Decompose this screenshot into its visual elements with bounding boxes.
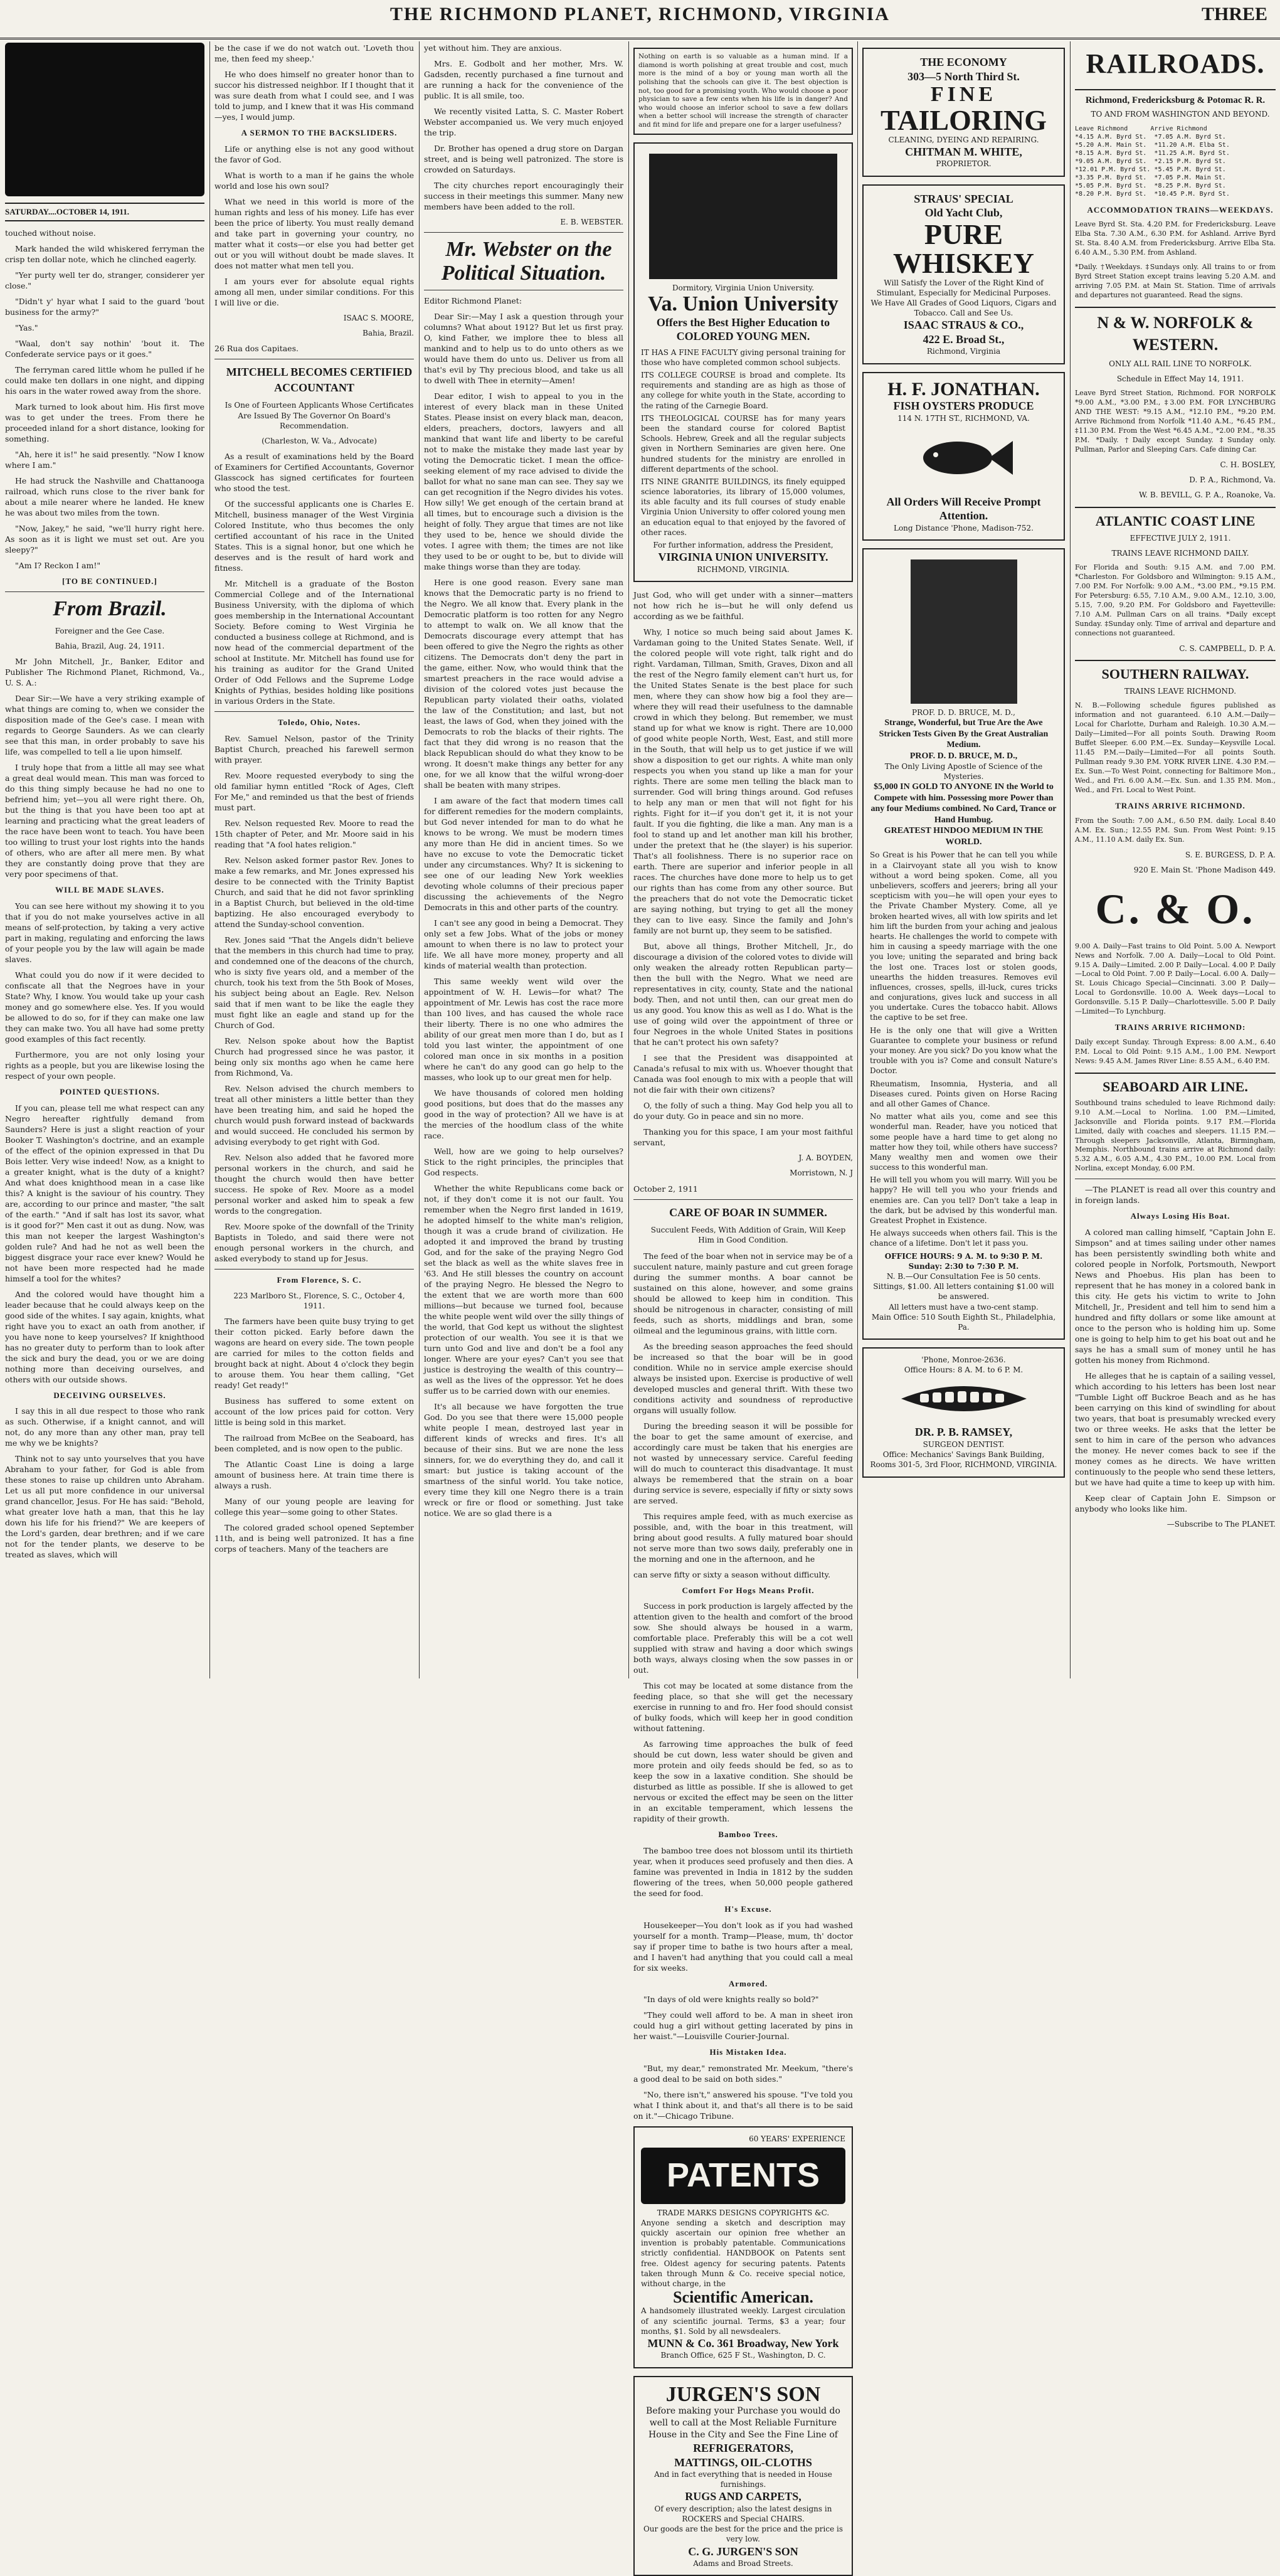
paragraph: Think not to say unto yourselves that you have Abraham to your father, for God is able from these stones to raise up children unto Abraham. Let us all put more confidence in our universal grand chancellor, Jesus. For He has said: "Behold, what greater love hath a man, that this he lay down his life for his friend?" We are keepers of the Lord's garden, dear brethren; and if we care not for the tender plants, we deserve to be treated as slaves, which will bbox=[5, 1454, 204, 1560]
vuu-point: ITS THEOLOGICAL COURSE has for many years been the standard course for colored Baptist Schools. Hebrew, Greek and all the regular subjects given in Northern Seminaries are given here. One hundred students for the ministry are enrolled in different departments of the school. bbox=[641, 413, 845, 474]
sr-arrive-body: From the South: 7.00 A.M., 6.50 P.M. daily. Local 8.40 A.M. Ex. Sun.; 12.55 P.M. Sun. From West Point: 9.15 A.M., 11.10 A.M. daily Ex. Sun. bbox=[1075, 816, 1276, 844]
signature: ISAAC S. MOORE, bbox=[343, 313, 414, 322]
section-heading: From Florence, S. C. bbox=[277, 1275, 362, 1285]
vuu-point: ITS COLLEGE COURSE is broad and complete. Its requirements and standing are as high as those of any college for white youth in the State, according to the rating of the Carnegie Board. bbox=[641, 371, 845, 410]
patents-body: Anyone sending a sketch and description may quickly ascertain our opinion free whether an invention is probably patentable. Communications strictly confidential. HANDBOOK on Patents sent free. Oldest agency for securing patents. Patents taken through Munn & Co. receive special notice, without charge, in the bbox=[641, 2218, 845, 2288]
ramsey-phone: 'Phone, Monroe-2636. bbox=[921, 1355, 1006, 1365]
paragraph: The colored graded school opened September 11th, and is being well patronized. It has a fine corps of teachers. Many of the teachers are bbox=[214, 1523, 414, 1554]
vuu-point: ITS NINE GRANITE BUILDINGS, its finely equipped science laboratories, its library of 15,000 volumes, its able faculty and its full courses of study enable Virginia Union University to offer colored young men an education equal to that enjoyed by the favored of other races. bbox=[641, 477, 845, 537]
co-body: 9.00 A. Daily—Fast trains to Old Point. 5.00 A. Newport News and Norfolk. 7.00 A. Daily—Local to Old Point. 9.15 A. Daily—Limited. 2.00 P. Daily—Local. 4.00 P. Daily—Local to Old Point. 7.00 P. Daily—Local. 6.00 A. Daily—St. Louis Chicago Special—Cincinnati. 3.00 P. Daily—Local to Gordonsville. 10.00 A. Week days—Local to Gordonsville. 5.15 P. Daily—Charlottesville. 5.00 P. Daily—Limited—To Lynchburg. bbox=[1075, 941, 1276, 1016]
paragraph: The ferryman cared little whom he pulled if he could make ten dollars in one night, and dipping his oars in the water rowed away from the shore. bbox=[5, 364, 204, 396]
patents-banner bbox=[641, 2148, 845, 2203]
jonathan-sub: FISH OYSTERS PRODUCE bbox=[893, 400, 1034, 412]
headline-mitchell: MITCHELL BECOMES CERTIFIED ACCOUNTANT bbox=[226, 366, 413, 394]
acl-sub: TRAINS LEAVE RICHMOND DAILY. bbox=[1111, 549, 1249, 558]
section-heading: DECEIVING OURSELVES. bbox=[53, 1390, 166, 1400]
paragraph: A colored man calling himself, "Captain John E. Simpson" and at times sailing under other names has been persistently swindling both white and colored people in Norfolk, Portsmouth, Newport News and Phoebus. His plan has been to represent that he has money in a colored bank in this city. He gets his victim to write to John Mitchell, Jr., President and tell him to send him a hundred and fifty dollars or some like amount at once to the person who is holding him up. Some one is going to help him to get his boat out and he says he has a small sum of money until he has gotten his money from Richmond. bbox=[1075, 1227, 1276, 1365]
paragraph: What we need in this world is more of the human rights and less of his money. Life has ever been the price of liberty. You must really demand and take part in governing your country, no matter what it costs—or else you had better get out or you will without doubt be made slaves. It does not matter what men tell you. bbox=[214, 196, 414, 270]
sr-sub: TRAINS LEAVE RICHMOND. bbox=[1124, 687, 1237, 696]
paragraph: The farmers have been quite busy trying to get their cotton picked. Early before dawn the wagons are heard on every side. The town people are carried for miles to the cotton fields and brought back at night. About 4 o'clock they begin to arouse them. You hear them calling, "Get ready! Get ready!" bbox=[214, 1317, 414, 1391]
paragraph: You can see here without my showing it to you that if you do not make yourselves active in all means of self-protection, by taking a very active part in making, regulating and enforcing the laws of your people you by the law will again be made slaves. bbox=[5, 901, 204, 965]
paragraph: We recently visited Latta, S. C. Master Robert Webster accompanied us. We very much enjoyed the trip. bbox=[424, 107, 623, 137]
story-continuation bbox=[5, 228, 204, 571]
straus-name: ISAAC STRAUS & CO., bbox=[903, 319, 1024, 332]
column-3 bbox=[424, 43, 623, 1673]
divider bbox=[5, 591, 204, 592]
paragraph: As farrowing time approaches the bulk of feed should be cut down, less water should be given and more protein and oily feeds should be fed, so as to keep the sow in a laxative condition. She should be disturbed as little as possible. If she is allowed to get nervous or excited the effect may be seen on the litter in an excitable temperament, which lessens the rapidity of their growth. bbox=[633, 1739, 853, 1824]
vuu-point: IT HAS A FINE FACULTY giving personal training for those who have completed common school subjects. bbox=[641, 347, 845, 367]
signature-place: Bahia, Brazil. bbox=[362, 328, 414, 337]
paragraph: We have thousands of colored men holding good positions, but does that do the masses any good in the way of protection? All we have is at the mercies of the hoodlum class of the white race. bbox=[424, 1088, 623, 1141]
jonathan-phone: Long Distance 'Phone, Madison-752. bbox=[893, 523, 1034, 533]
jurgens-title: JURGEN'S SON bbox=[665, 2382, 821, 2406]
paragraph: Mrs. E. Godbolt and her mother, Mrs. W. Gadsden, recently purchased a fine turnout and are running a hack for the convenience of the public. It is all smile, too. bbox=[424, 59, 623, 100]
jurgens-body: Before making your Purchase you would do well to call at the Most Reliable Furniture House in the City and See the Fine Line of bbox=[646, 2406, 840, 2441]
paragraph: Keep clear of Captain John E. Simpson or anybody who looks like him. bbox=[1075, 1493, 1276, 1513]
co-arrive-head: TRAINS ARRIVE RICHMOND: bbox=[1114, 1022, 1246, 1032]
section-heading: H's Excuse. bbox=[724, 1904, 772, 1914]
paragraph: Life or anything else is not any good without the favor of God. bbox=[214, 144, 414, 164]
paragraph: Just God, who will get under with a sinner—matters not how rich he is—but he will only defend us according as we be faithful. bbox=[633, 590, 853, 621]
subheadline: Succulent Feeds, With Addition of Grain, Will Keep Him in Good Condition. bbox=[650, 1225, 846, 1245]
patents-advertisement bbox=[633, 2126, 853, 2368]
paragraph: Dear editor, I wish to appeal to you in the interest of every black man in these United States. Please insist on every black man, deacon, elders, preachers, doctors, lawyers and all mankind that want life and liberty to be careful not to make the mistake they made last year by voting the Democratic ticket. I mean the office-seeking element of my race advised to divide the ballot for what no sane man can see. They say we can get recognition if the Negro divides his votes. How silly! We get enough of the certain brand at all times, but to encourage such a division is the height of folly. They argue that times are not like they used to be, hence we should divide the votes. I agree with them; the times are not like they used to be or ought to be, but to divide will make things worse than they are today. bbox=[424, 391, 623, 572]
letter-address: Mr John Mitchell, Jr., Banker, Editor and Publisher The Richmond Planet, Richmond, Va., U. S. A.: bbox=[5, 657, 204, 688]
paragraph: This same weekly went wild over the appointment of W. H. Lewis—for what? The appointment of Mr. Lewis has cost the race more than 100 lives, and has caused the whole race their liberty. There is no one who admires the ability of our great men more than I do, but as I told you last winter, the appointment of one colored man once in six months in a position where he can't do any good can go help to the masses, who look up to our great men for help. bbox=[424, 977, 623, 1083]
paragraph: He had struck the Nashville and Chattanooga railroad, which runs close to the river bank for about a mile nearer where he landed. He knew he was about two miles from the town. bbox=[5, 475, 204, 517]
damaged-ink-blot bbox=[5, 43, 204, 196]
patents-word: PATENTS bbox=[666, 2156, 820, 2195]
source-note: (Charleston, W. Va., Advocate) bbox=[262, 437, 377, 446]
straus-sub: Old Yacht Club, bbox=[924, 206, 1003, 220]
paragraph: During the breeding season it will be possible for the boar to get the same amount of exercise, and accordingly care must be taken that his energies are not wasted by unnecessary service. Careful feeding will do much to counteract this disadvantage. It must always be remembered that the strain on a boar during service is severe, especially if fifty or sixty sows are served. bbox=[633, 1421, 853, 1505]
paragraph: Thanking you for this space, I am your most faithful servant, bbox=[633, 1126, 853, 1147]
newspaper-title: THE RICHMOND PLANET, RICHMOND, VIRGINIA bbox=[390, 4, 890, 24]
paragraph: The railroad from McBee on the Seaboard, has been completed, and is now open to the public. bbox=[214, 1433, 414, 1454]
subheadline: Is One of Fourteen Applicants Whose Certificates Are Issued By The Governor On Board's Recommendation. bbox=[225, 401, 414, 430]
nw-sign: W. B. BEVILL, G. P. A., Roanoke, Va. bbox=[1139, 490, 1276, 500]
jurgens-name: C. G. JURGEN'S SON bbox=[688, 2545, 798, 2558]
nw-body: Leave Byrd Street Station, Richmond. FOR NORFOLK *9.00 A.M., *3.00 P.M., ‡3.00 P.M. FOR LYNCHBURG AND THE WEST: *9.15 A.M., *12.10 P.M., *9.20 P.M. Arrive Richmond from Norfolk *11.40 A.M., *6.45 P.M., ‡11.30 P.M. From the West *6.45 A.M., *2.00 P.M., *8.35 P.M. *Daily. †Daily except Sunday. ‡Sunday only. Pullman, Parlor and Sleeping Cars. Cafe dining Car. bbox=[1075, 389, 1276, 453]
economy-role: PROPRIETOR. bbox=[936, 159, 992, 169]
nw-head: N & W. NORFOLK & WESTERN. bbox=[1075, 307, 1276, 356]
paragraph: As the breeding season approaches the feed should be increased so that the boar will be in good condition. While no in service ample exercise should always be insisted upon. Exercise is productive of well developed muscles and general thrift. With these two conditions activity and soundness of reproductive organs will usually follow. bbox=[633, 1341, 853, 1415]
ramsey-hours: Office Hours: 8 A. M. to 6 P. M. bbox=[904, 1365, 1023, 1375]
column-rule bbox=[628, 41, 629, 1678]
bruce-fee: N. B.—Our Consultation Fee is 50 cents. Sittings, $1.00. All letters containing $1.00 will be answered. bbox=[873, 1271, 1054, 1301]
branch-office: Branch Office, 625 F St., Washington, D. C. bbox=[660, 2351, 826, 2360]
column-rule bbox=[1070, 41, 1071, 1678]
vuu-advertisement bbox=[633, 142, 853, 582]
rfp-note: *Daily. †Weekdays. ‡Sundays only. All trains to or from Byrd Street Station except trains leaving 5.20 A.M. and arriving 7.05 P.M. at Main St. Station. Time of arrivals and departures not guaranteed. Read the signs. bbox=[1075, 263, 1276, 299]
jonathan-orders: All Orders Will Receive Prompt Attention. bbox=[886, 495, 1041, 522]
bruce-office: Main Office: 510 South Eighth St., Philadelphia, Pa. bbox=[871, 1312, 1056, 1332]
bruce-medium-ad bbox=[862, 548, 1065, 1340]
paragraph: I say this in all due respect to those who rank as such. Otherwise, if a knight cannot, and will not, do any more than any other man, pray tell me why we be knights? bbox=[5, 1406, 204, 1448]
headline-boar: CARE OF BOAR IN SUMMER. bbox=[669, 1206, 827, 1219]
paragraph: This requires ample feed, with as much exercise as possible, and, with the boar in this treatment, will bring about good results. A fully matured boar should not serve more than two sows daily, preferably one in the morning and one in the afternoon, and he bbox=[633, 1511, 853, 1564]
paragraph: "Am I? Reckon I am!" bbox=[15, 560, 101, 570]
economy-services: CLEANING, DYEING AND REPAIRING. bbox=[888, 135, 1039, 144]
paragraph: And the colored would have thought him a leader because that he could always keep on the good side of the whites. I say again, knights, what right have you to exact an oath from another, if you have none to keep yourselves? If knighthood has no greater duty to perform than to look after the sick and bury the dead, you or we are doing nothing more than deceiving ourselves, and others with our outside shows. bbox=[5, 1289, 204, 1384]
paragraph: "No, there isn't," answered his spouse. "I've told you what I think about it, and that's all there is to be said on it."—Chicago Tribune. bbox=[633, 2089, 853, 2121]
economy-tailoring-ad bbox=[862, 48, 1065, 177]
jonathan-fish-ad bbox=[862, 372, 1065, 541]
paragraph: Rev. Nelson advised the church members to treat all other ministers a little better than they have been treating him, and said he hoped the church would push forward instead of backwards and would succeed. He concluded his sermon by advising everybody to get right with God. bbox=[214, 1084, 414, 1147]
paragraph: The Atlantic Coast Line is doing a large amount of business here. At train time there is always a rush. bbox=[214, 1460, 414, 1491]
economy-address: 303—5 North Third St. bbox=[907, 70, 1020, 83]
issue-date: SATURDAY....OCTOBER 14, 1911. bbox=[5, 203, 204, 221]
scientific-american: Scientific American. bbox=[673, 2288, 813, 2307]
paragraph: Of the successful applicants one is Charles E. Mitchell, business manager of the West Virginia Colored Institute, who thus becomes the only certified accountant of his race in the United States. This is a signal honor, but one which he deserves and is the result of hard work and fitness. bbox=[214, 499, 414, 573]
fish-icon bbox=[914, 430, 1014, 486]
paragraph: I am aware of the fact that modern times call for different remedies for the modern complaints, but God never intended for man to do what he knows to be wrong. We must be modern times any more than He did in ancient times. So we have no excuse to vote the Democratic ticket under any circumstances. Why? It is sickening to see one of our leading New York weeklies devoting whole columns of their precious paper discussing the achievements of the Negro Democrats in this and other parts of the country. bbox=[424, 796, 623, 913]
notice-text: Nothing on earth is so valuable as a human mind. If a diamond is worth polishing at great trouble and cost, much more is the mind of a boy or young man worth all the polishing that the schools can give it. The best objection is not, too good for a promising youth. Who would choose a poor physician to save a few cents when his life is in danger? And who would choose an inferior school to save a few dollars when a better school will increase the strength of character and fit mind for life and prepare one for a larger usefulness? bbox=[638, 53, 848, 129]
paragraph: "Now, Jakey," he said, "we'll hurry right here. As soon as it is light we must set out. Are you sleepy?" bbox=[5, 523, 204, 554]
nw-schedule: Schedule in Effect May 14, 1911. bbox=[1116, 374, 1244, 383]
sr-body: N. B.—Following schedule figures published as information and not guaranteed. 6.10 A.M.—Daily—Local for Charlotte, Durham and Raleigh. 10.30 A.M.—Daily—Limited—For all points South. Drawing Room Buffet Sleeper. 6.00 P.M.—Ex. Sunday—Keysville Local. 11.45 P.M.—Daily—Limited—For all points South. Pullman ready 9.30 P.M. YORK RIVER LINE. 4.30 P.M.—Ex. Sun.—To West Point, connecting for Baltimore Mon., Wed., and Fri. 6.00 A.M.—Ex. Sun. and 1.35 P.M. Mon., Wed., and Fri. Local to West Point. bbox=[1075, 701, 1276, 795]
paragraph: It's all because we have forgotten the true God. Do you see that there were 15,000 people white people I mean, destroyed last year in different kinds of wrecks and fires. It's all because of their sins. But we are none the less sinners, for, we do everything they do, and call it smart: but justice is taking account of the smartness of the sinful world. You take notice, every time they kill one Negro there is a train wreck or fire or flood or something. Just take notice. We are so glad there is a bbox=[424, 1402, 623, 1519]
bruce-headline: Strange, Wonderful, but True Are the Awe Stricken Tests Given By the Great Australian Medium. bbox=[879, 718, 1049, 750]
bruce-offer: $5,000 IN GOLD TO ANYONE IN the World to Compete with him. Possessing more Power than any four Mediums combined. No Card, Trance or Hand Humbug. bbox=[870, 782, 1057, 825]
paragraph: Rev. Samuel Nelson, pastor of the Trinity Baptist Church, preached his farewell sermon with prayer. bbox=[214, 734, 414, 765]
column-2 bbox=[214, 43, 414, 1673]
acl-schedule: EFFECTIVE JULY 2, 1911. bbox=[1129, 533, 1231, 543]
jurgens-advertisement bbox=[633, 2376, 853, 2576]
paragraph: Well, how are we going to help ourselves? Stick to the right principles, the principles that God respects. bbox=[424, 1147, 623, 1178]
subscribe-note: —Subscribe to The PLANET. bbox=[1166, 1519, 1276, 1529]
nw-sub: ONLY ALL RAIL LINE TO NORFOLK. bbox=[1109, 359, 1252, 368]
paragraph: Many of our young people are leaving for college this year—some going to other States. bbox=[214, 1497, 414, 1517]
paragraph: I can't see any good in being a Democrat. They only set a few Jobs. What of the jobs or money amount to when there is no law to protect your life. We all have more money, property and all kinds of material wealth than protection. bbox=[424, 918, 623, 971]
paragraph: Here is one good reason. Every sane man knows that the Democratic party is no friend to the Negro. We all know that. Every plank in the Democratic platform is too rotten for any Negro to attempt to walk on. We all know that the Democrats discourage every attempt that has been offered to give the Negro the rights as other citizens. The Democrats don't deny the part in the game, either. Now, who would think that the smartest preachers in the race would advise a division of the colored votes just because the Republican party violated their oaths, violated the law of the Constitution; and last, but not least, the laws of God, when they joined with the Democrats to rob the blacks of their rights. The fact that they did wrong is no reason that the black Republican should do what they know to be wrong. It doesn't make things any better for any one, for we all know that the wilful wrong-doer shall be beaten with many stripes. bbox=[424, 578, 623, 790]
jurgens-address: Adams and Broad Streets. bbox=[693, 2559, 793, 2568]
rfp-sub: TO AND FROM WASHINGTON AND BEYOND. bbox=[1091, 110, 1270, 119]
column-6 bbox=[1075, 43, 1276, 1673]
paragraph: Rev. Nelson also added that he favored more personal workers in the church, and said he thought the church would then have better success. He spoke of Rev. Moore as a model personal worker and asked him to speak a few words to the congregation. bbox=[214, 1153, 414, 1216]
section-heading: POINTED QUESTIONS. bbox=[60, 1087, 160, 1097]
sr-sign: S. E. BURGESS, D. P. A. bbox=[1185, 850, 1276, 859]
paragraph: Rev. Nelson requested Rev. Moore to read the 15th chapter of Peter, and Mr. Moore said in his reading that "A fool hates religion." bbox=[214, 819, 414, 850]
column-rule bbox=[857, 41, 858, 1678]
paragraph: Rev. Nelson spoke about how the Baptist Church had progressed since he was pastor, it being only six months ago when he came here from Richmond, Va. bbox=[214, 1036, 414, 1078]
paragraph: touched without noise. bbox=[5, 228, 96, 238]
paragraph: "In days of old were knights really so bold?" bbox=[643, 1995, 819, 2005]
dateline: Bahia, Brazil, Aug. 24, 1911. bbox=[55, 642, 165, 651]
paragraph: Rev. Moore spoke of the downfall of the Trinity Baptists in Toledo, and said there were not enough personal workers in the church, and asked everybody to stand up for Jesus. bbox=[214, 1222, 414, 1264]
paragraph: Furthermore, you are not only losing your rights as a people, but you are likewise losing the respect of your own people. bbox=[5, 1050, 204, 1081]
patents-body: A handsomely illustrated weekly. Largest circulation of any scientific journal. Terms, $3 a year; four months, $1. Sold by all newsdealers. bbox=[641, 2306, 845, 2336]
paragraph: Dr. Brother has opened a drug store on Dargan street, and is being well patronized. The store is crowded on Saturdays. bbox=[424, 144, 623, 174]
bruce-paragraph: He always succeeds when others fail. This is the chance of a lifetime. Don't let it pass you. bbox=[870, 1229, 1057, 1248]
vuu-point: For further information, address the President, bbox=[653, 541, 833, 550]
column-5 bbox=[862, 43, 1065, 1673]
straus-big: PURE WHISKEY bbox=[893, 218, 1034, 279]
section-heading: WILL BE MADE SLAVES. bbox=[55, 885, 164, 895]
dormitory-photo bbox=[649, 154, 837, 279]
paragraph: But, above all things, Brother Mitchell, Jr., do discourage a division of the colored votes to divide will only weaken the already rotten Republican party—then the bull with the Negro. What we need are representatives in city, county, State and the national body. Then, and not until then, can our great men do us any good. You know this as well as I do. What is the use of going wild over the appointment of three or four Negroes in the whole United States in positions that he can't protect his own safety? bbox=[633, 941, 853, 1047]
paragraph: be the case if we do not watch out. 'Loveth thou me, then feed my sheep.' bbox=[214, 43, 414, 63]
divider bbox=[214, 711, 414, 712]
vuu-city: RICHMOND, VIRGINIA. bbox=[697, 564, 790, 574]
paragraph: "Yer purty well ter do, stranger, considerer yer close." bbox=[5, 270, 204, 290]
paragraph: Business has suffered to some extent on account of the low prices paid for cotton. Very little is being sold in this market. bbox=[214, 1396, 414, 1428]
paragraph: Rev. Jones said "That the Angels didn't believe that the members in this church had time to pray, and condemned one of the deacons of the church, who is sixty five years old, and a member of the church, took his text from the 5th Book of Moses, his subject being about an Eagle. Rev. Nelson said that if men want to be like the eagle they must fight like an eagle and stand up for the Church of God. bbox=[214, 935, 414, 1031]
rfp-head: Richmond, Fredericksburg & Potomac R. R. bbox=[1075, 89, 1276, 107]
acl-head: ATLANTIC COAST LINE bbox=[1075, 507, 1276, 531]
column-4 bbox=[633, 43, 853, 2568]
paragraph: Why, I notice so much being said about James K. Vardaman going to the United States Senate. Well, if the colored people will vote right, talk right and do right. Vardaman, Tillman, Smith, Graves, Dixon and all the rest of the Negro family element can't hurt us, for the United States Senate is the best place for such men, where they can show how big a fool they are—where they will read their usefulness to the damnable crowd in which they belong. But remember, we must stand up for what we know is right. There are 10,000 of good white people North, West, East, and still more in the South, that will help us to get justice if we will show a disposition to get our rights. A white man only respects you when you stand up like a man for your rights. There are some men telling the black man to surrender. God will bring things around. God refuses to help any man or men that will not fight for his rights. Fight for it—if you don't get it, it is not your fault. If you die fighting, die like a man. Any man is a fool to stand up and let another man kill his brother, under the pretext that he (the slayer) is his superior. That's all foolishness. There is no superior race on earth. There are superior and inferior people in all races. The churches have done more to help us to get our rights than has come from any other source. But the preachers that do not vote the Democratic ticket are saying nothing, but trying to get all the money they can to live easy. Since the family and John's family are not burnt up, they seem to be satisfied. bbox=[633, 627, 853, 935]
section-heading: A SERMON TO THE BACKSLIDERS. bbox=[241, 128, 398, 137]
paragraph: The feed of the boar when not in service may be of a succulent nature, mainly pasture and cut green forage during the summer months. A boar cannot be sustained on this alone, however, and some grains should be allowed to keep him in condition. This should be nitrogenous in character, consisting of mill feeds, such as shorts, middlings and bran, some oilmeal and the leguminous grains, with little corn. bbox=[633, 1251, 853, 1335]
rfp-timetable: Leave Richmond Arrive Richmond *4.15 A.M. Byrd St. *7.05 A.M. Byrd St. *5.20 A.M. Main St. *11.20 A.M. Elba St. *8.15 A.M. Byrd St. *11.25 A.M. Byrd St. *9.05 A.M. Byrd St. *2.15 P.M. Byrd St. *12.01 P.M. Byrd St. *5.45 P.M. Byrd St. *3.35 P.M. Byrd St. *7.05 P.M. Main St. *5.05 P.M. Byrd St. *8.25 P.M. Byrd St. *8.20 P.M. Byrd St. *10.45 P.M. Byrd St. bbox=[1075, 125, 1230, 198]
rfp-accom-lines: Leave Byrd St. Sta. 4.20 P.M. for Fredericksburg. Leave Elba Sta. 7.30 A.M., 6.30 P.M. for Ashland. Arrive Byrd St. Sta. 8.40 A.M. from Fredericksburg. Arrive Elba Sta. 6.40 A.M., 5.30 P.M. from Ashland. bbox=[1075, 220, 1276, 257]
bruce-hours: OFFICE HOURS: 9 A. M. to 9:30 P. M. Sunday: 2:30 to 7:30 P. M. bbox=[884, 1251, 1043, 1271]
vuu-subtitle: Offers the Best Higher Education to bbox=[656, 315, 830, 329]
paragraph: What is worth to a man if he gains the whole world and lose his own soul? bbox=[214, 170, 414, 191]
patents-years: 60 YEARS' EXPERIENCE bbox=[749, 2134, 845, 2143]
divider bbox=[633, 1199, 853, 1200]
bruce-paragraph: He is the only one that will give a Written Guarantee to complete your business or refund your money. Are you sick? Do you know what the trouble with you is? Come and consult Nature's Doctor. bbox=[870, 1026, 1057, 1076]
paragraph: "Didn't y' hyar what I said to the guard 'bout business for the army?" bbox=[5, 296, 204, 317]
paragraph: As a result of examinations held by the Board of Examiners for Certified Accountants, Governor Glasscock has signed certificates for fourteen who stood the test. bbox=[214, 452, 414, 494]
paragraph: Rev. Nelson asked former pastor Rev. Jones to make a few remarks, and Mr. Jones expressed his desire to be connected with the Trinity Baptist Church, and said that he did not favor sprinkling in a Baptist Church, but believed in the old-time baptizing. He also encouraged everybody to attend the Sunday-school convention. bbox=[214, 856, 414, 930]
subheadline: Foreigner and the Gee Case. bbox=[55, 626, 165, 635]
economy-title: THE ECONOMY bbox=[920, 56, 1007, 68]
acl-sign: C. S. CAMPBELL, D. P. A. bbox=[1179, 644, 1276, 653]
bruce-paragraph: Rheumatism, Insomnia, Hysteria, and all Diseases cured. Points given on Horse Racing and all other Games of Chance. bbox=[870, 1079, 1057, 1108]
co-logo: C. & O. bbox=[1095, 885, 1256, 933]
paragraph: "Waal, don't say nothin' 'bout it. The Confederate service pays or it goes." bbox=[5, 338, 204, 359]
sr-address: 920 E. Main St. 'Phone Madison 449. bbox=[1133, 865, 1276, 874]
ramsey-dentist-ad bbox=[862, 1347, 1065, 1477]
page-number: THREE bbox=[1201, 4, 1267, 24]
straus-whiskey-ad bbox=[862, 184, 1065, 364]
planet-note: —The PLANET is read all over this country and in foreign lands. bbox=[1075, 1185, 1276, 1206]
bruce-portrait bbox=[911, 559, 1017, 704]
rfp-accom-head: ACCOMMODATION TRAINS—WEEKDAYS. bbox=[1087, 204, 1274, 215]
economy-owner: CHITMAN M. WHITE, bbox=[905, 145, 1022, 158]
nw-sign: C. H. BOSLEY, bbox=[1220, 460, 1276, 469]
jurgens-tagline: Our goods are the best for the price and the price is very low. bbox=[643, 2525, 844, 2544]
paragraph: He who does himself no greater honor than to succor his distressed neighbor. If I thought that it was sure death from what I could see, and I was told to jump, and I knew that it was His command—yes, I would jump. bbox=[214, 70, 414, 122]
section-heading: Toledo, Ohio, Notes. bbox=[278, 718, 361, 728]
dateline: 223 Marlboro St., Florence, S. C., October 4, 1911. bbox=[233, 1291, 405, 1311]
photo-caption: Dormitory, Virginia Union University. bbox=[672, 283, 815, 292]
paragraph: O, the folly of such a thing. May God help you all to do your duty. Go in peace and sin no more. bbox=[633, 1100, 853, 1121]
paragraph: Dear Sir:—May I ask a question through your columns? What about 1912? But let us first pray. O, kind Father, we implore thee to bless all mankind and to help us to do unto others as we would have them do unto us. Deliver us from all that's evil by Thy precious blood, and take us all to dwell with Thee in eternity—Amen! bbox=[424, 312, 623, 386]
bruce-headline: GREATEST HINDOO MEDIUM IN THE WORLD. bbox=[884, 826, 1044, 847]
jonathan-name: H. F. JONATHAN. bbox=[887, 378, 1040, 400]
sr-arrive-head: TRAINS ARRIVE RICHMOND. bbox=[1115, 801, 1246, 810]
paragraph: I truly hope that from a little all may see what a great deal would mean. This man was forced to do this thing simply because he had no one to befriend him; yet—you all were right there. Oh, but the thing is that you have been too apt at learning and practicing what the great leaders of the race have been wont to teach. You have been too willing to trust your lost rights into the hands of others, who are after all mere men. By what they are constantly doing prove that they are very poor specimens of that. bbox=[5, 763, 204, 879]
section-heading: Armored. bbox=[728, 1978, 768, 1988]
paragraph: What could you do now if it were decided to confiscate all that the Negroes have in your State? Why, I know. You would take up your cash money and go somewhere else. Yes. If you would be allowed to do so, for if they can make one law they can make two. You all have had some pretty good examples of this fact recently. bbox=[5, 970, 204, 1044]
section-heading: Bamboo Trees. bbox=[718, 1830, 778, 1840]
paragraph: "Ah, here it is!" he said presently. "Now I know where I am." bbox=[5, 449, 204, 470]
section-heading: His Mistaken Idea. bbox=[709, 2047, 787, 2057]
straus-address: 422 E. Broad St., bbox=[923, 332, 1005, 346]
divider bbox=[424, 232, 623, 233]
paragraph: Housekeeper—You don't look as if you had washed yourself for a month. Tramp—Please, mum, th' doctor say if proper time to bathe is two hours after a meal, and I haven't had anything that you could call a meal for six weeks. bbox=[633, 1920, 853, 1973]
paragraph: I see that the President was disappointed at Canada's refusal to mix with us. Whoever thought that Canada was fool enough to mix with a people that will not die fair with their own citizens? bbox=[633, 1052, 853, 1095]
vuu-sign: VIRGINIA UNION UNIVERSITY. bbox=[658, 551, 828, 564]
straus-city: Richmond, Virginia bbox=[926, 347, 1001, 356]
patents-marks: TRADE MARKS DESIGNS COPYRIGHTS &C. bbox=[657, 2208, 830, 2217]
masthead bbox=[0, 0, 1280, 40]
dentures-icon bbox=[895, 1380, 1033, 1418]
acl-body: For Florida and South: 9.15 A.M. and 7.00 P.M. *Charleston. For Goldsboro and Wilmington: 9.15 A.M., 7.00 P.M. For Norfolk: 9.00 A.M., *3.00 P.M., *9.15 P.M. For Petersburg: 6.55, 7.10 A.M., 9.00 A.M., 12.10, 3.00, 5.15, 7.00, 9.20 P.M. For Goldsboro and Fayetteville: 7.10 A.M. Pullman Cars on all trains. *Daily except Sunday. ‡Sunday only. Time of arrival and departure and connections not guaranteed. bbox=[1075, 563, 1276, 637]
sr-head: SOUTHERN RAILWAY. bbox=[1075, 660, 1276, 684]
paragraph: The city churches report encouragingly their success in their meetings this summer. Many new members have been added to the roll. bbox=[424, 181, 623, 211]
bruce-stamp: All letters must have a two-cent stamp. bbox=[889, 1302, 1039, 1312]
bruce-name: PROF. D. D. BRUCE, M. D., bbox=[909, 751, 1018, 761]
jurgens-line: REFRIGERATORS, bbox=[693, 2442, 793, 2454]
vuu-title: Va. Union University bbox=[648, 292, 838, 315]
jurgens-line: MATTINGS, OIL-CLOTHS bbox=[674, 2456, 812, 2469]
bruce-paragraph: No matter what ails you, come and see this wonderful man. Reader, have you noticed that some people have a hard time to get along no matter how they toil, while others have success? Many wealthy men and women owe their success to this wonderful man. bbox=[870, 1112, 1057, 1172]
letter-address: Editor Richmond Planet: bbox=[424, 296, 522, 306]
munn-address: MUNN & Co. 361 Broadway, New York bbox=[647, 2336, 839, 2350]
paragraph: yet without him. They are anxious. bbox=[424, 43, 562, 53]
signature-address: 26 Rua dos Capitaes. bbox=[214, 344, 299, 354]
signature: E. B. WEBSTER. bbox=[560, 218, 623, 226]
ramsey-role: SURGEON DENTIST. bbox=[923, 1439, 1005, 1449]
headline-from-brazil: From Brazil. bbox=[53, 597, 167, 621]
jurgens-line: And in fact everything that is needed in House furnishings. bbox=[654, 2470, 832, 2489]
economy-fine: FINE bbox=[930, 83, 997, 106]
bruce-headline: The Only Living Apostle of Science of the Mysteries. bbox=[884, 762, 1043, 782]
co-arrive-body: Daily except Sunday. Through Express: 8.00 A.M., 6.40 P.M. Local to Old Point: 9.15 A.M., 1.00 P.M. Newport News: 9.45 A.M. James River Line: 8.55 A.M., 6.40 P.M. bbox=[1075, 1037, 1276, 1065]
column-rule bbox=[419, 41, 420, 1678]
jonathan-address: 114 N. 17TH ST., RICHMOND, VA. bbox=[897, 413, 1030, 423]
sal-head: SEABOARD AIR LINE. bbox=[1075, 1073, 1276, 1096]
paragraph: "Yas." bbox=[15, 322, 38, 332]
vuu-subtitle: COLORED YOUNG MEN. bbox=[676, 330, 810, 343]
signature-place: Morristown, N. J bbox=[790, 1169, 853, 1178]
sal-body: Southbound trains scheduled to leave Richmond daily: 9.10 A.M.—Local to Norlina. 1.00 P.M.—Limited, Jacksonville and Florida points. 9.17 P.M.—Florida Limited, daily with coaches and sleepers. 11.15 P.M.—Through sleepers Jacksonville, Atlanta, Birmingham, Memphis. Northbound trains arrive at Richmond daily: 5.32 A.M., 6.05 A.M., 4.30 P.M., 10.00 P.M. Local from Norlina, except Monday, 6.00 P.M. bbox=[1075, 1098, 1276, 1173]
paragraph: "But, my dear," remonstrated Mr. Meekum, "there's a good deal to be said on both sides." bbox=[633, 2063, 853, 2084]
nw-sign: D. P. A., Richmond, Va. bbox=[1189, 475, 1276, 485]
jurgens-line: Of every description; also the latest designs in ROCKERS and Special CHAIRS. bbox=[654, 2504, 832, 2524]
economy-tailoring: TAILORING bbox=[881, 103, 1047, 136]
bruce-paragraph: So Great is his Power that he can tell you while in a Clairvoyant state all you wish to know without a word being spoken. Come, all you unbelievers, scoffers and jeerers; bring all your scepticism with you—he will open your eyes to the Private Chamber Mystery. Come, all ye broken hearted wives, all with low spirits and let him lift the burden from your aching and jealous hearts. He challenges the world to compete with him in causing a speedy marriage with the one you love; uniting the separated and bring back the lost one. Traces lost or stolen goods, unearths the hidden treasures. Removes evil influences, crosses, spells, ill-luck, cures tricks and conjurations, gives luck and success in all you undertake. Cures the tobacco habit. Allows the captive to be set free. bbox=[870, 851, 1057, 1022]
paragraph: Mark turned to look about him. His first move was to get under the trees. From there he proceeded inland for a short distance, looking for something. bbox=[5, 401, 204, 443]
column-1 bbox=[5, 43, 204, 1673]
continued-note: [TO BE CONTINUED.] bbox=[62, 576, 157, 586]
paragraph: Dear Sir:—We have a very striking example of what things are coming to, when we consider the disposition made of the Gee's case. I mean with regards to George Saunders. As we can clearly see that this man, in order probably to save his life, was compelled to tell a lie upon himself. bbox=[5, 694, 204, 757]
paragraph: The bamboo tree does not blossom until its thirtieth year, when it produces seed profusely and then dies. A famine was prevented in India in 1812 by the sudden flowering of the trees, when 50,000 people gathered the seed for food. bbox=[633, 1845, 853, 1898]
paragraph: If you can, please tell me what respect can any Negro hereafter rightfully demand from Saunders? Here is just a slight reaction of your Booker T. Washington's doctrine, and an example of the effect of the opinion expressed in that Du Bois letter. Very wise indeed! Now, as a knight to a greater knight, what is the duty of a knight? And what does knighthood mean in a case like this? A knight is the saviour of his country. They are, according to our prince and master, "the salt of the earth." "And if salt has lost its savor, what is it good for?" Men cast it out as dung. Now, was this man not keeper the largest Washington's golden rule? And had he not as well been the biggest disgrace your race ever knew? Would he not have been more respected had he made himself a tool for the whites? bbox=[5, 1103, 204, 1283]
bruce-caption: PROF. D. D. BRUCE, M. D., bbox=[912, 708, 1015, 717]
letter-date: October 2, 1911 bbox=[633, 1184, 698, 1194]
paragraph: Mark handed the wild whiskered ferryman the crisp ten dollar note, which he clinched eagerly. bbox=[5, 243, 204, 264]
signature: J. A. BOYDEN, bbox=[798, 1153, 853, 1162]
paragraph: can serve fifty or sixty a season without difficulty. bbox=[633, 1569, 831, 1579]
headline-webster: Mr. Webster on the Political Situation. bbox=[441, 238, 612, 285]
education-notice bbox=[633, 48, 853, 135]
section-heading: Comfort For Hogs Means Profit. bbox=[682, 1585, 815, 1595]
ramsey-office: Office: Mechanics' Savings Bank Building, Rooms 301-5, 3rd Floor, RICHMOND, VIRGINIA. bbox=[870, 1450, 1057, 1470]
jurgens-line: RUGS AND CARPETS, bbox=[685, 2490, 801, 2503]
bruce-paragraph: He will tell you whom you will marry. Will you be happy? He will tell you who your friends and enemies are. Can you tell? Don't take a leap in the dark, but be advised by this wonderful man. Greatest Prophet in Existence. bbox=[870, 1175, 1057, 1225]
paragraph: "They could well afford to be. A man in sheet iron could hug a girl without getting lacerated by pins in her waist."—Louisville Courier-Journal. bbox=[633, 2010, 853, 2042]
paragraph: I am yours ever for absolute equal rights among all men, under similar conditions. For this I will live or die. bbox=[214, 276, 414, 307]
column-rule bbox=[209, 41, 210, 1678]
paragraph: This cot may be located at some distance from the feeding place, so that she will get the necessary exercise in running to and fro. Her food should consist of bulky foods, which will keep her in good condition without fattening. bbox=[633, 1681, 853, 1734]
straus-body: Will Satisfy the Lover of the Right Kind of Stimulant, Especially for Medicinal Purposes. We Have All Grades of Good Liquors, Cigars and Tobacco. Call and See Us. bbox=[870, 278, 1057, 318]
section-heading: Always Losing His Boat. bbox=[1130, 1211, 1230, 1221]
paragraph: He alleges that he is captain of a sailing vessel, which according to his letters has been lost near "Tumble Light off Buckroe Beach and as he has been carrying on this kind of swindling for about two years, that boat is presumably wrecked every two or three weeks. He asks that the letter be sent to him in care of the person who advances the money. He never comes back to see if the money comes as he directs. We have written continuously to the people who send these letters, but we have had quite a time to keep up with him. bbox=[1075, 1370, 1276, 1487]
paragraph: Success in pork production is largely affected by the attention given to the health and comfort of the brood sow. She should always be housed in a warm, comfortable place. Preferably this will be a cot well supplied with straw and having a door which swings both ways, always closing when the sow passes in or out. bbox=[633, 1601, 853, 1675]
railroads-title: RAILROADS. bbox=[1086, 48, 1265, 79]
ramsey-name: DR. P. B. RAMSEY, bbox=[914, 1426, 1013, 1439]
paragraph: Mr. Mitchell is a graduate of the Boston Commercial College and of the International Business University, with the diploma of which goes membership in the International Accountant Society. Before coming to West Virginia he conducted a business college at Richmond, and is now head of the commercial department of the school at Institute. Mr. Mitchell has found use for his training as auditor for the Grand United Order of Odd Fellows and the Supreme Lodge Knights of Pythias, besides holding like positions in various Orders in the State. bbox=[214, 579, 414, 706]
straus-title: STRAUS' SPECIAL bbox=[914, 192, 1013, 205]
paragraph: Rev. Moore requested everybody to sing the old familiar hymn entitled "Rock of Ages, Cleft For Me," and reminded us that the best of friends must part. bbox=[214, 771, 414, 813]
paragraph: Whether the white Republicans come back or not, if they don't come it is not our fault. You remember when the Negro first landed in 1619, he adopted himself to the white man's religion, though it was a crude brand of civilization. He adopted it and improved the brand by trusting God, and for the sake of the praying Negro God set the black as well as the white slaves free in '63. And He still blesses the country on account of the praying Negro. He blessed the Negro to the extent that we are worth more than 600 millions—but because we turned fool, because the white people went wild over the silly things of the world, that God kept us without the slightest protection of our wealth. You see it is that we turn unto God and live and don't be a fool any longer. Where are your eyes? Can't you see that justice is destroying the wealth of this country—as well as the lives of the oppressor. Yet he does suffer us to be carried down with our enemies. bbox=[424, 1184, 623, 1396]
